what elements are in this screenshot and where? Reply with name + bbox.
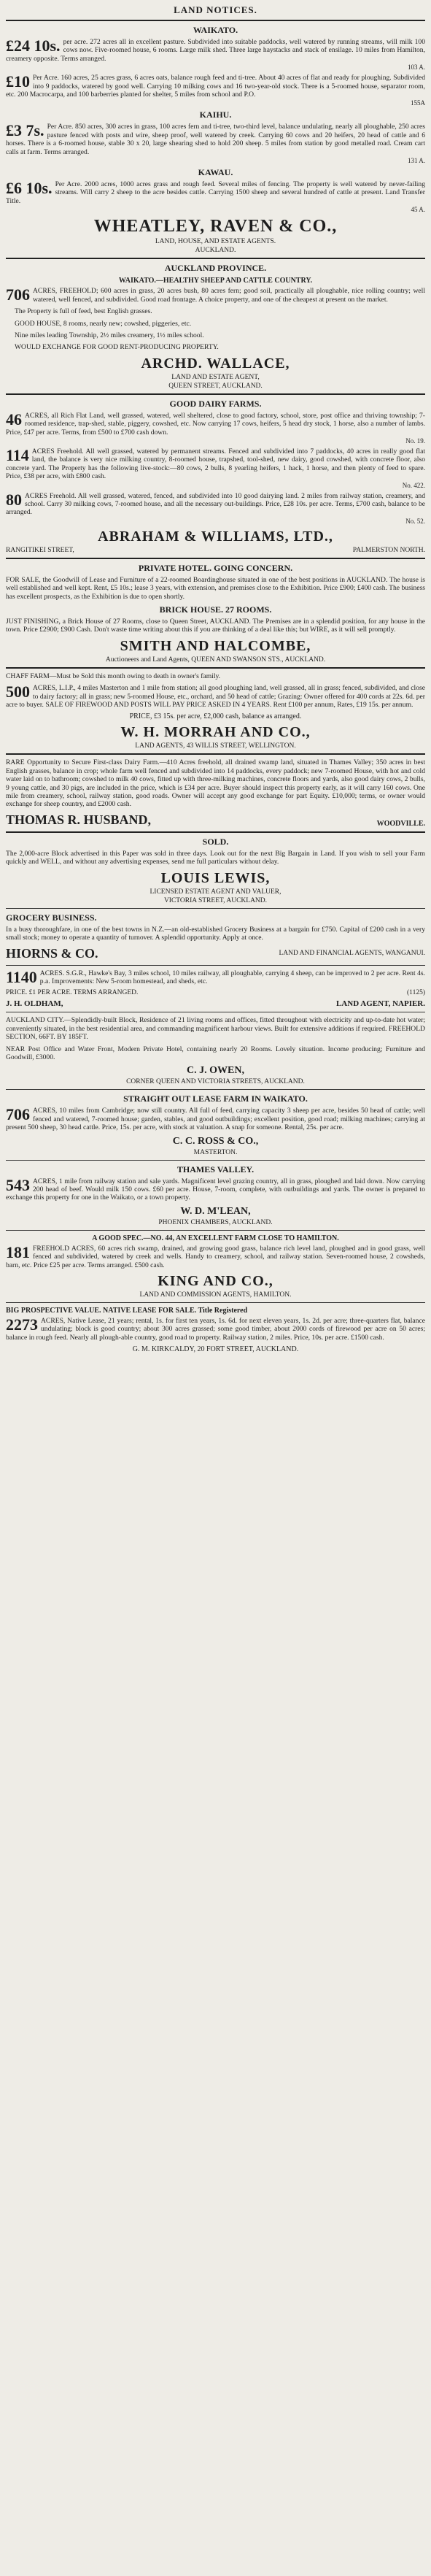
city-text: AUCKLAND CITY.—Splendidly-built Block, Residence of 21 living rooms and offices, fitted throughout with electricity and up-to-date hot water; conveniently situated, in the best residential area, and commanding magnificent harbour views. Built for extensive additions if required. FREEHOLD SECTION, 66FT. BY 185FT. <box>6 1016 425 1042</box>
agent-subtitle: LAND AND ESTATE AGENT, <box>171 373 260 381</box>
agent-subtitle: PHOENIX CHAMBERS, AUCKLAND. <box>158 1218 273 1226</box>
agent-town: PALMERSTON NORTH. <box>352 546 425 554</box>
agent-footer: G. M. KIRKCALDY, 20 FORT STREET, AUCKLAND. <box>132 1345 299 1354</box>
agent-place: AUCKLAND. <box>195 247 236 255</box>
price-line <box>6 989 425 996</box>
listing-text: ACRES, FREEHOLD; 600 acres in grass, 20 acres bush, 80 acres fern; good soil, practically all ploughable, nice rolling country; well watered, well fenced, and subdivided. Good road frontage. A choice property, and one of the cheapest at present on the market. <box>33 287 425 304</box>
agent-name: W. H. MORRAH AND CO., <box>120 724 311 741</box>
divider <box>6 258 425 259</box>
listing-text: Per Acre. 160 acres, 25 acres grass, 6 acres oats, balance rough feed and ti-tree. About 40 acres of flat and ready for ploughing. Subdivided into 9 paddocks, watered by good well. Carrying 10 milking cows and 16 two-year-old stock. There is a 5-roomed house, separator room, etc. 200 Macrocarpa, and 100 barberries planted for shelter, 5 miles from school and P.O. <box>6 74 425 99</box>
agent-name: WHEATLEY, RAVEN & CO., <box>93 217 338 237</box>
sold-text: The 2,000-acre Block advertised in this Paper was sold in three days. Look out for the next Big Bargain in Land. If you wish to sell your Farm quickly and WELL, and without any advertising expenses, send me full particulars without delay. <box>6 849 425 866</box>
listing-ref: No. 422. <box>402 481 425 489</box>
waikato-heading: WAIKATO. <box>193 25 238 35</box>
listing-text: ACRES, Native Lease, 21 years; rental, 1s. for first ten years, 1s. 6d. for next eleven years, 1s. 2d. per acre; three-quarters flat, balance undulating; block is good country; about 300 acres grassed; some good timber, about 2000 cords of firewood per acre on 50 acres; balance in rough feed. Nearly all plough-able country, good road to property. Railway station, 2 miles. Price, 10s. per acre. £1500 cash. <box>6 1317 425 1342</box>
listing <box>6 1107 425 1131</box>
agent-place: QUEEN STREET, AUCKLAND. <box>168 382 263 390</box>
agent-name: KING AND CO., <box>158 1273 273 1289</box>
divider <box>6 965 425 966</box>
sold-heading: SOLD. <box>202 836 229 847</box>
agent-street: RANGITIKEI STREET, <box>6 546 74 554</box>
agent-name: SMITH AND HALCOMBE, <box>120 637 311 654</box>
hamilton-heading: A GOOD SPEC.—NO. 44, AN EXCELLENT FARM CLOSE TO HAMILTON. <box>92 1234 339 1242</box>
agent-address <box>6 547 425 554</box>
listing <box>6 123 425 156</box>
listing-text: ACRES, all Rich Flat Land, well grassed, watered, well sheltered, close to good factory, school, store, post office and thriving township; 7-roomed residence, trap-shed, stable, piggery, cowshed, etc. Now carrying 17 cows, heifers, 5 head dry stock, 1 horse, also a number of lambs. Price, £47 per acre. Terms, from £500 to £700 cash down. <box>6 411 425 437</box>
chaff-intro: CHAFF FARM—Must be Sold this month owing to death in owner's family. <box>6 672 221 680</box>
agent-name: J. H. OLDHAM, <box>6 999 63 1009</box>
agent-town: WOODVILLE. <box>376 819 425 828</box>
kawau-heading: KAWAU. <box>198 167 233 178</box>
page-title: LAND NOTICES. <box>174 4 257 15</box>
agent-subtitle: Auctioneers and Land Agents, QUEEN AND SWANSON STS., AUCKLAND. <box>105 655 326 664</box>
listing <box>6 447 425 481</box>
agent-subtitle: CORNER QUEEN AND VICTORIA STREETS, AUCKLAND. <box>126 1078 305 1086</box>
listing-acres: 1140 <box>6 967 37 986</box>
agent-subtitle: LICENSED ESTATE AGENT AND VALUER, <box>150 888 281 896</box>
listing-ref: 45 A. <box>411 206 425 214</box>
auckland-province-heading: AUCKLAND PROVINCE. <box>164 263 267 274</box>
agent-name-line <box>6 812 425 828</box>
listing-text: ACRES, 1 mile from railway station and sale yards. Magnificent level grazing country, all in grass, ploughed and laid down. Now carrying 200 head of beef. Would milk 150 cows. £60 per acre. House, 7-room, complete, with outbuildings and yards. The owner is prepared to exchange this property for one in the Waikato, or a town property. <box>6 1177 425 1202</box>
agent-name-line <box>6 999 425 1008</box>
listing-text: ACRES Freehold. All well grassed, watered, fenced, and subdivided into 10 good dairying land. 2 miles from railway station, creamery, and school. Carry 30 milking cows, 7-roomed house, and all the necessary out-buildings. Price, £28 10s. per acre. Terms, £700 cash, balance to be arranged. <box>6 491 425 517</box>
city-text-2: NEAR Post Office and Water Front, Modern Private Hotel, containing nearly 20 Rooms. Lovely situation. Income producing; Furniture and Goodwill, £3000. <box>6 1045 425 1061</box>
dairy-heading: GOOD DAIRY FARMS. <box>169 398 262 409</box>
brick-text: JUST FINISHING, a Brick House of 27 Rooms, close to Queen Street, AUCKLAND. The Premises are in a splendid position, for any house in the town. Price £2900; £900 Cash. Don't waste time writing about this if you are thinking of a deal like this; but WIRE, as it will sell promptly. <box>6 618 425 634</box>
listing-ref: No. 52. <box>405 517 425 525</box>
lease-heading: STRAIGHT OUT LEASE FARM IN WAIKATO. <box>123 1093 308 1104</box>
listing-acres: 46 <box>6 410 22 428</box>
agent-place: VICTORIA STREET, AUCKLAND. <box>163 896 268 904</box>
divider <box>6 1302 425 1303</box>
listing-acres: 500 <box>6 683 30 701</box>
listing-line: Nine miles leading Township, 2½ miles creamery, 1½ miles school. <box>15 331 204 339</box>
divider <box>6 1089 425 1090</box>
grocery-heading: GROCERY BUSINESS. <box>6 912 97 923</box>
listing-ref: No. 19. <box>405 437 425 445</box>
listing-line: The Property is full of feed, best English grasses. <box>15 307 152 316</box>
listing <box>6 74 425 99</box>
listing-line: GOOD HOUSE, 8 rooms, nearly new; cowshed, piggeries, etc. <box>15 319 192 328</box>
listing-ref: (1125) <box>407 989 425 997</box>
listing-text: FREEHOLD ACRES, 60 acres rich swamp, drained, and growing good grass, balance rich level land, ploughed and in good grass, well fenced and subdivided, watered by creek and wells. Handy to creamery, school, and railway station. Seven-roomed house, 2 cowsheds, barn, etc. Price £25 per acre. Terms arranged. £500 cash. <box>6 1244 425 1269</box>
divider <box>6 908 425 909</box>
agent-place: MASTERTON. <box>193 1148 238 1156</box>
agent-name: THOMAS R. HUSBAND, <box>6 812 152 827</box>
listing <box>6 969 425 986</box>
divider <box>6 667 425 669</box>
listing-price: £6 10s. <box>6 179 53 198</box>
agent-name: ARCHD. WALLACE, <box>141 355 290 372</box>
listing-text: Per Acre. 2000 acres, 1000 acres grass and rough feed. Several miles of fencing. The property is well watered by never-failing streams. Will carry 2 sheep to the acre besides cattle. Carrying 1500 sheep and several hundred of cattle at present. Land Transfer Title. <box>6 180 425 205</box>
listing-price: £10 <box>6 72 30 91</box>
price-text: PRICE. £1 PER ACRE. TERMS ARRANGED. <box>6 989 139 997</box>
agent-name: HIORNS & CO. <box>6 945 98 961</box>
listing-acres: 543 <box>6 1175 30 1194</box>
listing-ref: 131 A. <box>407 157 425 165</box>
auckland-province-subheading: WAIKATO.—HEALTHY SHEEP AND CATTLE COUNTRY. <box>118 277 313 285</box>
kaihu-heading: KAIHU. <box>199 109 232 120</box>
listing-ref: 103 A. <box>407 64 425 72</box>
listing <box>6 180 425 205</box>
listing <box>6 492 425 517</box>
agent-address: LAND AND FINANCIAL AGENTS, WANGANUI. <box>279 950 425 957</box>
listing-acres: 114 <box>6 445 29 464</box>
listing <box>6 412 425 437</box>
divider <box>6 1160 425 1161</box>
brick-heading: BRICK HOUSE. 27 ROOMS. <box>159 604 272 615</box>
listing-text: ACRES Freehold. All well grassed, watered by permanent streams. Fenced and subdivided into 7 paddocks, 40 acres in really good flat land, the balance is very nice milking country, 8-roomed house, trapshed, tool-shed, new dairy, good cowshed, with concrete floor, also concrete yard. The Property has the following live-stock:—80 cows, 2 bulls, 8 yearling heifers, 1 hack, 1 horse, and then plenty of feed to spare. Price, £38 per acre, with £800 cash. <box>6 447 425 481</box>
divider <box>6 1230 425 1231</box>
agent-name: W. D. M'LEAN, <box>180 1205 251 1217</box>
agent-name: LOUIS LEWIS, <box>160 869 271 886</box>
listing <box>6 1177 425 1202</box>
divider <box>6 831 425 833</box>
listing-text: ACRES, 10 miles from Cambridge; now still country. All full of feed, carrying capacity 3 sheep per acre, besides 50 head of cattle; well fenced and watered, 7-roomed house; garden, stables, and good outbuildings; excellent position, good road; milking machines; carrying at present 500 sheep, 30 head cattle. Price, 15s. per acre, with stock at valuation. A snap for someone. Rental, 25s. per acre. <box>6 1107 425 1132</box>
divider <box>6 558 425 559</box>
listing-line: WOULD EXCHANGE FOR GOOD RENT-PRODUCING PROPERTY. <box>15 343 219 352</box>
agent-subtitle: LAND, HOUSE, AND ESTATE AGENTS. <box>155 238 276 246</box>
listing <box>6 1242 425 1269</box>
listing-acres: 706 <box>6 1105 30 1124</box>
agent-subtitle: LAND AND COMMISSION AGENTS, HAMILTON. <box>139 1291 292 1299</box>
listing-text: ACRES, L.I.P., 4 miles Masterton and 1 mile from station; all good ploughing land, well grassed, all in grass; fenced, subdivided, and close to dairy factory; all in grass; new 5-roomed House, etc., orchard, and 50 head of cattle; Grazing: Owner offered for 400 cords at 22s. 6d. per acre to buyer. SALE OF FIREWOOD AND POSTS WILL PAY PRICE ASKED IN 4 YEARS. Rent £100 per annum, Rates, £19 15s. per annum. <box>6 684 425 710</box>
agent-name-line <box>6 946 425 961</box>
grocery-text: In a busy thoroughfare, in one of the best towns in N.Z.—an old-established Grocery Business at a bargain for £750. Capital of £200 cash in a very small stock; money to operate a quantity of turnover. A splendid opportunity. Apply at once. <box>6 925 425 942</box>
listing-ref: 155A <box>411 99 425 107</box>
listing-price: £3 7s. <box>6 121 44 140</box>
listing-acres: 80 <box>6 490 22 509</box>
divider <box>6 20 425 21</box>
listing <box>6 287 425 304</box>
listing-text: ACRES. S.G.R., Hawke's Bay, 3 miles school, 10 miles railway, all ploughable, carrying 4 sheep, can be improved to 2 per acre. Rent 4s. p.a. Improvements: New 5-room homestead, and sheds, etc. <box>39 969 425 985</box>
thames-heading: THAMES VALLEY. <box>176 1164 255 1174</box>
land-notices-page <box>6 0 425 1353</box>
agent-name: C. J. OWEN, <box>187 1065 244 1077</box>
price-line: PRICE, £3 15s. per acre, £2,000 cash, balance as arranged. <box>129 712 302 721</box>
hotel-text: FOR SALE, the Goodwill of Lease and Furniture of a 22-roomed Boardinghouse situated in one of the best positions in AUCKLAND. The house is well established and well kept. Rent, £5 10s.; lease 3 years, with extension, and premises close to the Exhibition. Price £900; £400 cash. The business has excellent prospects, as the Exhibition is due to open shortly. <box>6 575 425 601</box>
listing <box>6 684 425 709</box>
divider <box>6 393 425 395</box>
listing-text: per acre. 272 acres all in excellent pasture. Subdivided into suitable paddocks, well watered by running streams, will milk 100 cows now. Five-roomed house, 6 rooms. Large milk shed. Three large haystacks and stack of ensilage. 10 miles from Hamilton, creamery opposite. Terms arranged. <box>6 38 425 63</box>
dairy-farm-text: RARE Opportunity to Secure First-class Dairy Farm.—410 Acres freehold, all drained swamp land, situated in Thames Valley; 350 acres in best English grasses, balance in crop; whole farm well fenced and subdivided into 14 paddocks, every paddock; new 7-roomed House, with hot and cold water laid on to bathroom; cowshed to milk 40 cows, fitted up with three-milking machines, concrete floors and yards, also good dairy cows, 2 bulls, 9 young cattle, and 30 pigs, are included in the price, which is £34 per acre. Buyer should inspect this property early, as it will carry 160 cows. One mile from creamery, school, railway station, good roads. Owner will accept any good exchange for part Equity. £10,000; terms, or owner would exchange for sheep country, and £2000 cash. <box>6 758 425 809</box>
agent-subtitle: LAND AGENTS, 43 WILLIS STREET, WELLINGTON. <box>135 742 296 750</box>
listing-acres: 181 <box>6 1242 30 1261</box>
agent-address: LAND AGENT, NAPIER. <box>335 999 425 1009</box>
agent-name: ABRAHAM & WILLIAMS, LTD., <box>98 528 333 545</box>
listing-acres: 2273 <box>6 1315 38 1334</box>
listing-text: Per Acre. 850 acres, 300 acres in grass, 100 acres fern and ti-tree, two-third level, balance undulating, nearly all ploughable, 250 acres pasture fenced with posts and wire, sheep proof, well watered by creek. Carrying 60 cows and 20 heifers, 20 head of cattle and 6 horses. There is a 6-roomed house, stable 30 x 20, large shearing shed to hold 200 sheep. 5 miles from station by good metalled road. Cream cart calls at farm. Terms arranged. <box>6 123 425 156</box>
listing <box>6 38 425 63</box>
listing <box>6 1317 425 1342</box>
native-heading: BIG PROSPECTIVE VALUE. NATIVE LEASE FOR SALE. Title Registered <box>6 1307 248 1315</box>
listing-acres: 706 <box>6 285 30 304</box>
listing-price: £24 10s. <box>6 36 61 55</box>
hotel-heading: PRIVATE HOTEL. GOING CONCERN. <box>138 562 293 573</box>
agent-name: C. C. ROSS & CO., <box>172 1135 259 1147</box>
divider <box>6 753 425 755</box>
